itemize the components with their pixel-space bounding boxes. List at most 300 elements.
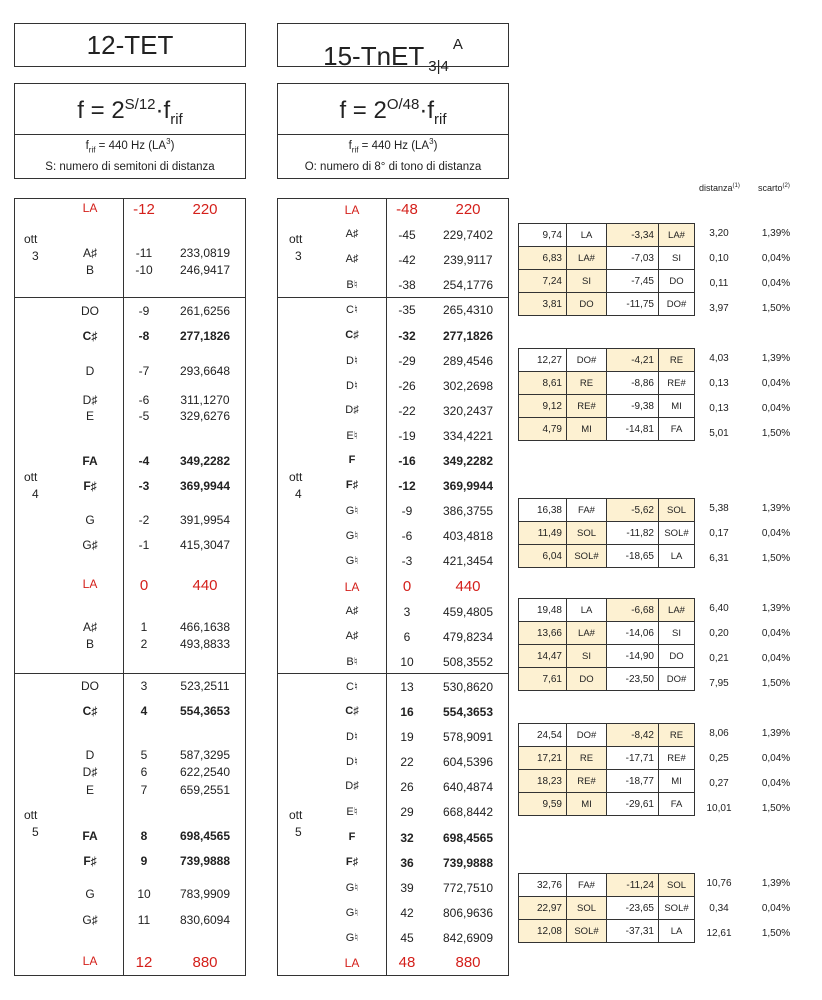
right-row-o: -42 [398,253,416,268]
left-row-f: 349,2282 [179,454,231,468]
right-row-f: 254,1776 [442,278,494,293]
comparison-cell-d2: -3,34 [607,224,659,247]
left-octave-divider-1 [14,297,246,298]
right-row-note: C♮ [346,680,358,693]
comparison-cell-d2: -11,24 [607,874,659,897]
left-octave-5-label: ott [24,808,38,822]
comparison-cell-d2: -11,75 [607,293,659,316]
distanza-value: 0,11 [709,278,729,289]
right-row-f: 289,4546 [442,353,494,368]
scarto-value: 0,04% [761,653,791,664]
comparison-cell-d1: 3,81 [519,293,567,316]
comparison-row [519,897,695,920]
right-row-o: 32 [400,830,414,845]
comparison-cell-d2: -37,31 [607,920,659,943]
left-row-s: -5 [138,409,150,423]
comparison-row [519,920,695,943]
comparison-row [519,874,695,897]
left-row-note: D [85,364,95,378]
left-row-note: LA [82,954,98,968]
left-row-s: 0 [139,577,149,594]
left-row-s: -4 [138,454,150,468]
right-row-f: 440 [455,577,481,595]
right-row-f: 334,4221 [442,428,494,443]
left-row-note: D♯ [82,393,98,407]
scarto-value: 1,50% [761,303,791,314]
comparison-cell-d1: 22,97 [519,897,567,920]
comparison-row [519,668,695,691]
comparison-cell-n2: RE# [659,372,695,395]
left-row-s: -10 [135,263,153,277]
comparison-row [519,793,695,816]
comparison-row [519,522,695,545]
left-row-s: 10 [137,887,151,901]
left-row-s: -3 [138,479,150,493]
ref-text: = 440 Hz (LA [95,140,167,152]
scarto-value: 0,04% [761,778,791,789]
comparison-cell-n1: FA# [567,499,607,522]
left-row-f: 622,2540 [179,765,231,779]
comparison-cell-n1: SI [567,270,607,293]
left-row-s: -6 [138,393,150,407]
comparison-row [519,395,695,418]
comparison-cell-d1: 17,21 [519,747,567,770]
ref-f: f [85,140,89,152]
right-row-o: 42 [400,905,414,920]
comparison-cell-n1: LA [567,224,607,247]
comparison-cell-n1: SOL# [567,545,607,568]
left-row-s: -8 [138,329,150,343]
right-row-f: 479,8234 [442,629,494,644]
distanza-value: 0,10 [709,253,729,264]
right-octave-4-label: ott [289,470,303,484]
left-row-s: -11 [135,246,153,260]
comparison-cell-n2: RE [659,349,695,372]
comparison-row [519,499,695,522]
left-row-note: A♯ [82,246,97,260]
right-octave-divider-1 [277,297,509,298]
left-octave-3-num: 3 [32,249,39,263]
left-row-note: E [85,783,94,797]
distanza-value: 3,20 [709,228,729,239]
right-row-note: F♯ [345,855,359,868]
right-title-box [277,23,509,75]
comparison-cell-n1: SOL [567,522,607,545]
left-row-note: G♯ [82,913,98,927]
comparison-cell-n2: DO [659,645,695,668]
comparison-cell-n2: LA [659,545,695,568]
comparison-table [518,498,695,568]
comparison-cell-d1: 8,61 [519,372,567,395]
right-row-note: G♮ [345,530,359,543]
right-row-f: 604,5396 [442,755,494,770]
comparison-cell-d2: -7,03 [607,247,659,270]
ref-text: = 440 Hz (LA [358,140,430,152]
comparison-cell-n1: SI [567,645,607,668]
distanza-label: distanza [699,183,733,193]
left-row-s: 6 [140,765,148,779]
left-row-note: G [85,513,95,527]
comparison-table [518,598,695,691]
right-row-o: 10 [400,654,414,669]
right-row-note: G♮ [345,881,359,894]
scarto-label: scarto [758,183,783,193]
comparison-cell-d2: -4,21 [607,349,659,372]
scarto-note: (2) [782,183,790,189]
comparison-cell-n1: RE# [567,395,607,418]
left-row-s: 4 [140,704,148,718]
right-row-note: F [348,454,356,466]
left-row-note: FA [82,454,98,468]
right-row-o: -16 [398,454,416,468]
comparison-cell-d1: 12,08 [519,920,567,943]
right-row-o: -48 [396,201,418,218]
scarto-value: 0,04% [761,278,791,289]
right-octave-5-num: 5 [295,825,302,839]
scarto-header [758,183,790,193]
formula-mid: ·f [419,97,435,124]
right-row-note: B♮ [346,279,358,292]
comparison-cell-d2: -8,42 [607,724,659,747]
left-row-f: 293,6648 [179,364,231,378]
right-row-o: 13 [400,679,414,694]
scarto-value: 1,39% [761,353,791,364]
left-row-f: 554,3653 [179,704,231,718]
left-row-s: 5 [140,748,148,762]
comparison-cell-n2: LA [659,920,695,943]
left-row-f: 739,9888 [179,854,231,868]
comparison-cell-d1: 7,24 [519,270,567,293]
distanza-value: 0,27 [709,778,729,789]
comparison-cell-n1: DO [567,293,607,316]
scarto-value: 1,39% [761,603,791,614]
right-row-note: E♮ [346,806,358,819]
comparison-cell-d2: -14,90 [607,645,659,668]
left-row-f: 329,6276 [179,409,231,423]
right-row-o: -45 [398,228,416,243]
distanza-value: 6,40 [709,603,729,614]
comparison-table [518,223,695,316]
right-row-o: 19 [400,730,414,745]
right-row-f: 386,3755 [442,504,494,519]
left-row-f: 369,9944 [179,479,231,493]
left-row-note: DO [81,679,99,693]
right-title [278,26,508,86]
comparison-cell-n2: DO# [659,668,695,691]
right-row-o: -6 [401,529,413,544]
left-formula-box [14,83,246,179]
left-row-f: 830,6094 [179,913,231,927]
left-row-note: A♯ [82,620,97,634]
comparison-cell-n1: LA# [567,622,607,645]
right-octave-5-label: ott [289,808,303,822]
distanza-value: 5,01 [709,428,729,439]
right-row-o: 16 [400,705,414,719]
scarto-value: 0,04% [761,753,791,764]
formula-base: f = 2 [339,97,387,124]
right-row-o: 48 [398,954,416,971]
distanza-value: 10,01 [706,803,732,814]
right-row-f: 739,9888 [442,855,494,870]
distanza-value: 0,13 [709,403,729,414]
right-desc: O: numero di 8° di tono di distanza [304,161,482,173]
right-row-o: 39 [400,880,414,895]
right-row-note: C♮ [346,304,358,317]
left-row-f: 311,1270 [180,393,230,407]
ref-sub: rif [351,145,359,155]
left-row-note: FA [82,829,98,843]
left-row-s: -1 [138,538,150,552]
left-row-f: 440 [192,577,218,594]
right-row-o: 29 [400,805,414,820]
comparison-cell-n1: FA# [567,874,607,897]
scarto-value: 0,04% [761,628,791,639]
right-title-subscript: 3|4 [428,58,449,75]
distanza-value: 4,03 [709,353,729,364]
left-row-s: 7 [140,783,148,797]
left-row-f: 659,2551 [179,783,231,797]
formula-exponent: O/48 [386,96,420,113]
formula-exponent: S/12 [124,96,156,113]
comparison-cell-n2: SOL# [659,522,695,545]
left-row-note: LA [82,201,98,215]
comparison-cell-d1: 13,66 [519,622,567,645]
right-row-o: -22 [398,403,416,418]
scarto-value: 0,04% [761,378,791,389]
scarto-value: 0,04% [761,528,791,539]
right-row-f: 302,2698 [442,378,494,393]
left-row-f: 493,8833 [179,637,231,651]
right-octave-3-num: 3 [295,249,302,263]
comparison-cell-d1: 9,59 [519,793,567,816]
comparison-row [519,224,695,247]
distanza-value: 0,20 [709,628,729,639]
right-row-f: 530,8620 [442,679,494,694]
right-row-note: LA [344,203,360,217]
right-row-note: LA [344,956,360,970]
distanza-header [699,183,740,193]
right-row-f: 698,4565 [442,830,494,845]
formula-sub: rif [170,110,183,128]
distanza-value: 0,17 [709,528,729,539]
right-row-f: 880 [455,954,481,971]
comparison-cell-n2: FA [659,793,695,816]
comparison-row [519,770,695,793]
left-row-f: 698,4565 [179,829,231,843]
formula-mid: ·f [155,97,171,124]
right-row-note: G♮ [345,931,359,944]
left-row-f: 261,6256 [179,304,231,318]
right-row-f: 578,9091 [442,730,494,745]
left-row-s: 8 [140,829,148,843]
comparison-cell-n2: LA# [659,599,695,622]
right-row-o: 6 [403,629,411,644]
left-formula [15,90,245,132]
comparison-cell-n2: SI [659,247,695,270]
right-row-o: 3 [403,604,411,619]
scarto-value: 1,39% [761,878,791,889]
right-row-note: D♯ [345,403,359,416]
right-formula [278,90,508,132]
right-formula-box [277,83,509,179]
right-row-note: G♮ [345,505,359,518]
comparison-cell-d1: 16,38 [519,499,567,522]
right-row-note: B♮ [346,655,358,668]
left-row-note: E [85,409,94,423]
comparison-row [519,724,695,747]
left-row-s: 1 [140,620,148,634]
comparison-cell-d2: -23,65 [607,897,659,920]
left-formula-divider [15,134,245,135]
comparison-row [519,645,695,668]
right-row-note: D♯ [345,780,359,793]
comparison-cell-d1: 7,61 [519,668,567,691]
comparison-cell-d1: 11,49 [519,522,567,545]
left-row-note: F♯ [83,854,97,868]
left-row-f: 233,0819 [179,246,231,260]
right-row-note: E♮ [346,429,358,442]
left-row-s: -12 [133,201,155,218]
comparison-cell-d2: -8,86 [607,372,659,395]
distanza-value: 0,34 [709,903,729,914]
scarto-value: 1,50% [761,428,791,439]
distanza-note: (1) [732,183,740,189]
formula-base: f = 2 [77,97,125,124]
distanza-value: 0,21 [709,653,729,664]
left-row-note: D [85,748,95,762]
left-row-f: 220 [192,201,218,218]
left-row-note: B [85,637,94,651]
comparison-cell-n2: RE [659,724,695,747]
comparison-cell-n2: MI [659,395,695,418]
left-title: 12-TET [86,30,174,60]
distanza-value: 12,61 [706,928,732,939]
right-row-note: D♮ [346,379,358,392]
right-row-o: 26 [400,780,414,795]
right-row-note: D♮ [346,731,358,744]
scarto-value: 1,50% [761,553,791,564]
right-row-f: 459,4805 [442,604,494,619]
left-row-note: G [85,887,95,901]
right-row-o: -3 [401,554,413,569]
comparison-row [519,747,695,770]
comparison-cell-n2: SOL# [659,897,695,920]
left-row-f: 277,1826 [179,329,231,343]
left-row-note: C♯ [82,329,98,343]
comparison-cell-d2: -17,71 [607,747,659,770]
right-octave-3-label: ott [289,232,303,246]
comparison-cell-n2: FA [659,418,695,441]
right-row-f: 239,9117 [443,253,493,268]
right-octave-4-num: 4 [295,487,302,501]
comparison-cell-n2: MI [659,770,695,793]
right-row-o: 36 [400,855,414,870]
left-row-note: B [85,263,94,277]
scarto-value: 1,50% [761,803,791,814]
right-row-f: 229,7402 [442,228,494,243]
right-title-superscript: A [452,36,463,53]
right-row-note: A♯ [345,629,359,642]
right-row-note: G♮ [345,906,359,919]
comparison-table [518,348,695,441]
comparison-cell-d2: -11,82 [607,522,659,545]
comparison-cell-d2: -18,77 [607,770,659,793]
left-title-box [14,23,246,67]
right-row-note: G♮ [345,555,359,568]
comparison-cell-n2: LA# [659,224,695,247]
distanza-value: 10,76 [706,878,732,889]
ref-sup: 3 [429,137,434,147]
left-row-s: 11 [137,913,151,927]
comparison-cell-n1: LA [567,599,607,622]
left-table-col-divider [123,198,124,976]
comparison-cell-n1: RE [567,372,607,395]
comparison-cell-d1: 14,47 [519,645,567,668]
comparison-cell-n2: SOL [659,874,695,897]
right-row-o: -29 [398,353,416,368]
right-row-o: -38 [398,278,416,293]
comparison-cell-d2: -5,62 [607,499,659,522]
right-row-o: -19 [398,428,416,443]
comparison-cell-n1: DO [567,668,607,691]
left-row-f: 415,3047 [179,538,231,552]
right-row-f: 806,9636 [442,905,494,920]
comparison-cell-n1: SOL# [567,920,607,943]
right-row-f: 220 [455,201,481,218]
left-row-f: 587,3295 [179,748,231,762]
comparison-cell-d1: 18,23 [519,770,567,793]
right-octave-divider-2 [277,673,509,674]
ref-sub: rif [88,145,96,155]
right-row-o: -26 [398,378,416,393]
distanza-value: 3,97 [709,303,729,314]
comparison-cell-d1: 12,27 [519,349,567,372]
distanza-value: 8,06 [709,728,729,739]
left-row-s: 9 [140,854,148,868]
right-row-note: C♯ [345,328,359,341]
comparison-row [519,270,695,293]
comparison-row [519,599,695,622]
distanza-value: 6,31 [709,553,729,564]
right-row-f: 668,8442 [442,805,494,820]
left-row-note: DO [81,304,99,318]
scarto-value: 0,04% [761,403,791,414]
right-row-o: 22 [400,755,414,770]
scarto-value: 1,50% [761,678,791,689]
ref-end: ) [433,140,438,152]
left-row-note: LA [82,577,98,591]
right-row-f: 320,2437 [442,403,494,418]
comparison-cell-d2: -23,50 [607,668,659,691]
comparison-cell-n2: SI [659,622,695,645]
left-row-s: 12 [135,954,153,971]
comparison-cell-d2: -6,68 [607,599,659,622]
right-formula-divider [278,134,508,135]
scarto-value: 1,39% [761,228,791,239]
comparison-cell-n1: MI [567,793,607,816]
left-row-note: G♯ [82,538,98,552]
comparison-row [519,247,695,270]
right-row-f: 508,3552 [442,654,494,669]
comparison-cell-d2: -9,38 [607,395,659,418]
comparison-cell-n1: DO# [567,349,607,372]
right-row-f: 369,9944 [442,479,494,494]
left-row-s: -2 [138,513,150,527]
comparison-row [519,372,695,395]
comparison-row [519,545,695,568]
comparison-table [518,723,695,816]
scarto-value: 0,04% [761,253,791,264]
